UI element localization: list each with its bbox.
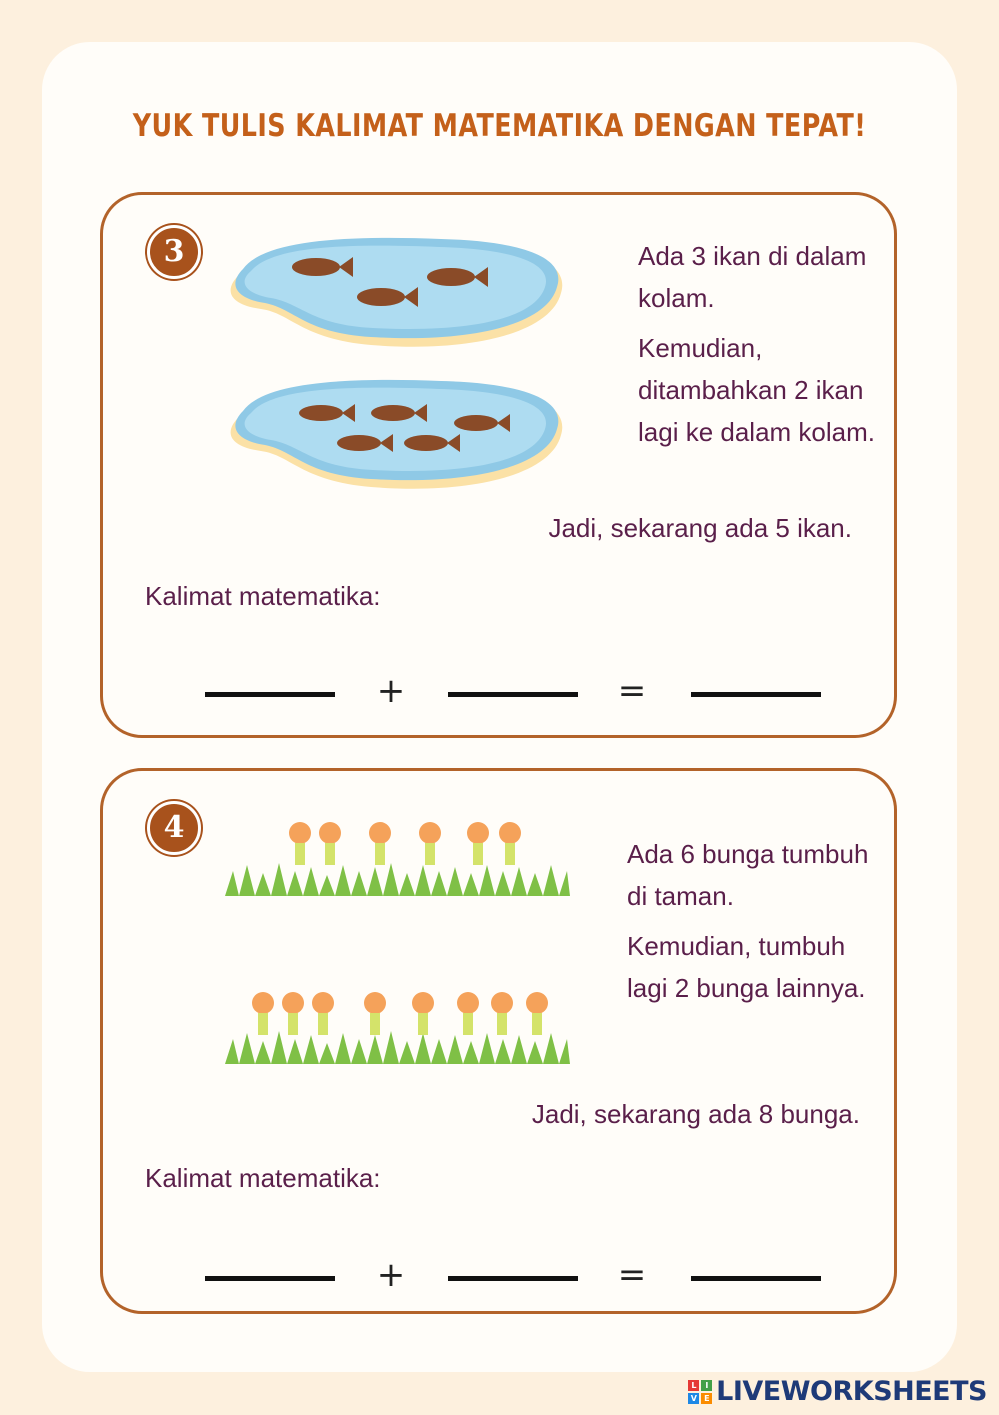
- result-sentence: Jadi, sekarang ada 8 bunga.: [531, 1099, 860, 1129]
- answer-blank-2[interactable]: [448, 1276, 578, 1281]
- liveworksheets-logo-icon: L I V E: [688, 1380, 712, 1404]
- question-card-4: [100, 768, 897, 1314]
- pond-with-3-fish: [221, 233, 581, 353]
- liveworksheets-brand[interactable]: [688, 1376, 987, 1407]
- answer-blank-2[interactable]: [448, 692, 578, 697]
- page-title: YUK TULIS KALIMAT MATEMATIKA DENGAN TEPAT!: [132, 108, 867, 144]
- story-text: [638, 235, 878, 453]
- answer-blank-1[interactable]: [205, 692, 335, 697]
- question-number-badge: 3: [147, 225, 201, 279]
- result-sentence: Jadi, sekarang ada 5 ikan.: [548, 513, 852, 543]
- answer-blank-3[interactable]: [691, 1276, 821, 1281]
- garden-with-8-flowers: [225, 989, 570, 1069]
- story-sentence-2: Kemudian, tumbuh lagi 2 bunga lainnya.: [627, 931, 866, 1003]
- story-sentence-2: Kemudian, ditambahkan 2 ikan lagi ke dalam kolam.: [638, 333, 875, 447]
- plus-sign: +: [376, 1255, 406, 1295]
- pond-with-5-fish: [221, 375, 581, 495]
- plus-sign: +: [376, 671, 406, 711]
- question-card-3: [100, 192, 897, 738]
- garden-with-6-flowers: [225, 821, 570, 901]
- answer-blank-1[interactable]: [205, 1276, 335, 1281]
- equals-sign: =: [617, 671, 647, 711]
- question-number-badge: 4: [147, 801, 201, 855]
- math-sentence-label: Kalimat matematika:: [145, 581, 381, 611]
- math-sentence-label: Kalimat matematika:: [145, 1163, 381, 1193]
- story-sentence-1: Ada 6 bunga tumbuh di taman.: [627, 839, 869, 911]
- story-sentence-1: Ada 3 ikan di dalam kolam.: [638, 241, 867, 313]
- story-text: [627, 833, 877, 1009]
- equals-sign: =: [617, 1255, 647, 1295]
- answer-blank-3[interactable]: [691, 692, 821, 697]
- brand-name: LIVEWORKSHEETS: [716, 1376, 987, 1407]
